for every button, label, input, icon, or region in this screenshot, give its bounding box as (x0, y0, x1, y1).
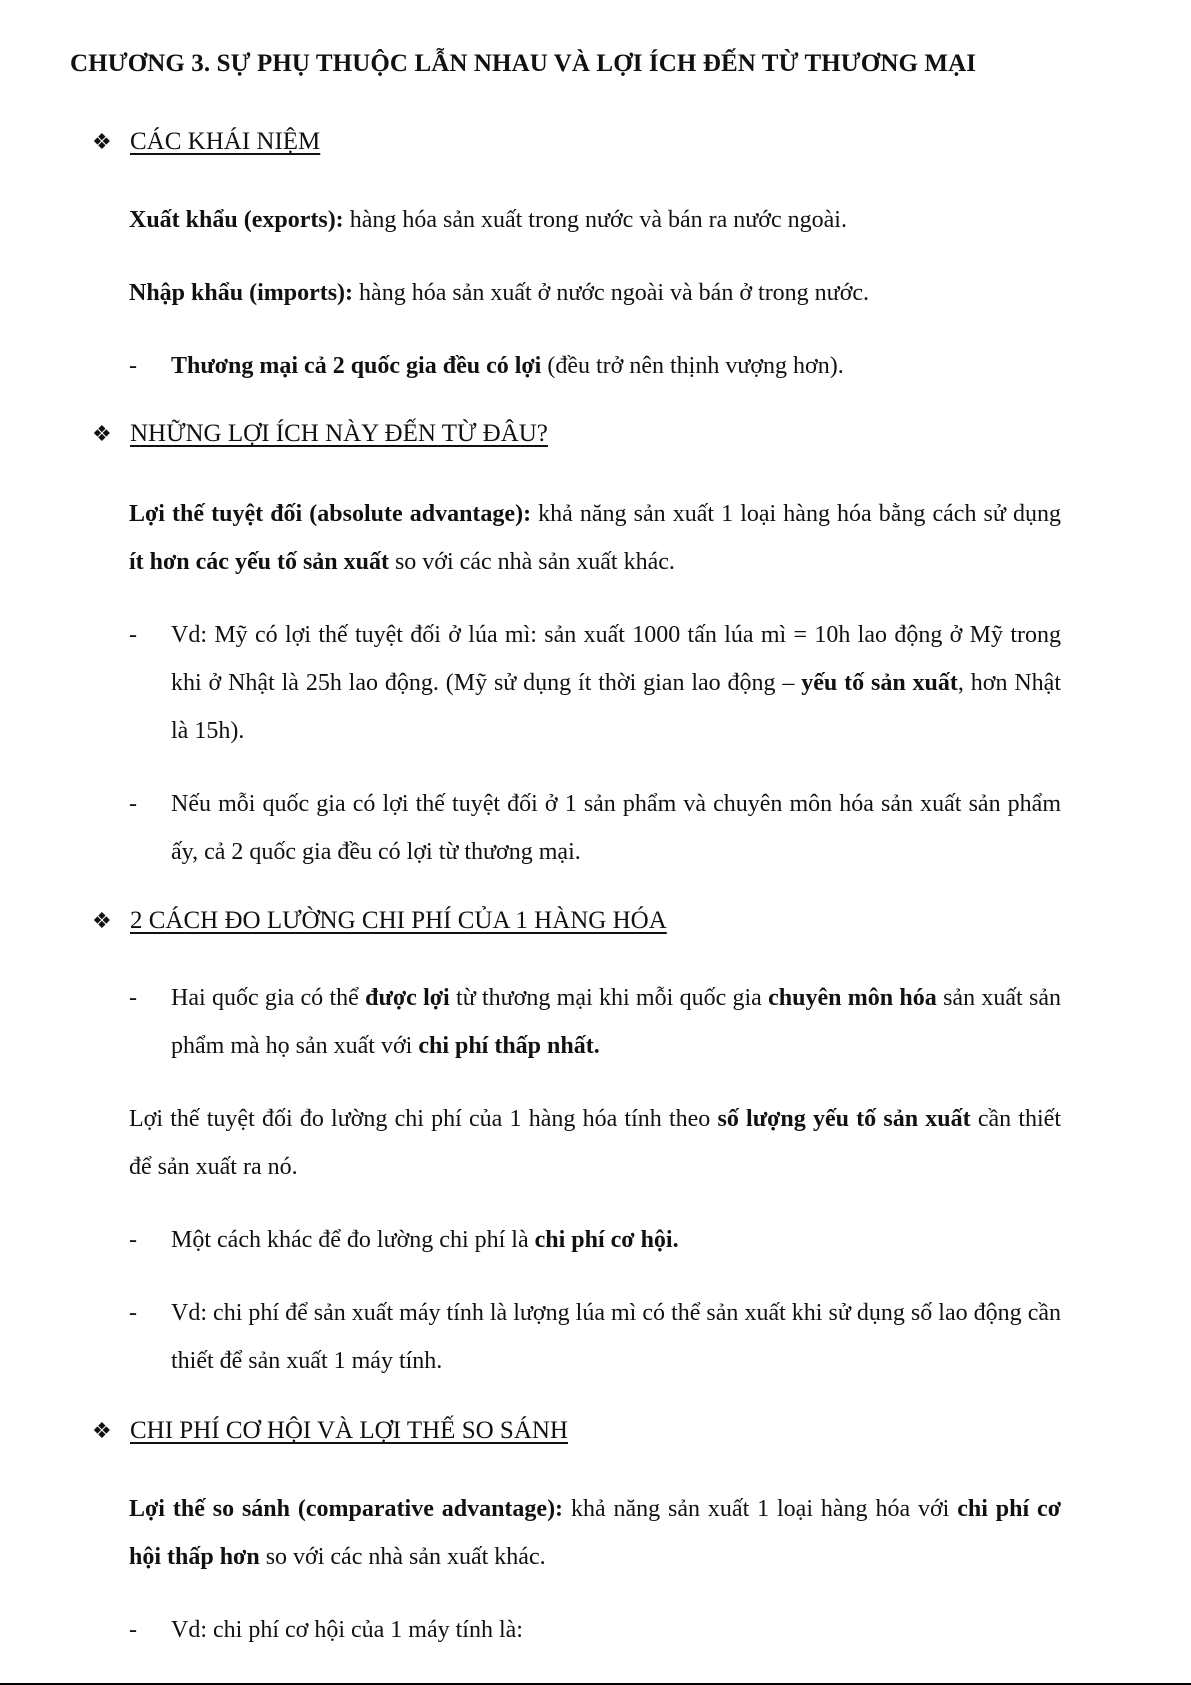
list-item: - Nếu mỗi quốc gia có lợi thế tuyệt đối ở 1 sản phẩm và chuyên môn hóa sản xuất sản phẩm ấy, cả 2 quốc gia đều có lợi từ thương mại. (129, 780, 1061, 876)
diamond-bullet-icon: ❖ (92, 908, 112, 933)
list-item: - Thương mại cả 2 quốc gia đều có lợi (đều trở nên thịnh vượng hơn). (129, 342, 1061, 390)
dash-bullet: - (129, 353, 137, 379)
imports-definition: Nhập khẩu (imports): hàng hóa sản xuất ở nước ngoài và bán ở trong nước. (129, 280, 870, 306)
list-item: - Vd: chi phí để sản xuất máy tính là lượng lúa mì có thể sản xuất khi sử dụng số lao động cần thiết để sản xuất 1 máy tính. (129, 1289, 1061, 1385)
section-heading-where-benefits: ❖ NHỮNG LỢI ÍCH NÀY ĐẾN TỪ ĐÂU? (92, 420, 548, 447)
list-item: - Một cách khác để đo lường chi phí là chi phí cơ hội. (129, 1216, 1061, 1264)
list-item: - Vd: chi phí cơ hội của 1 máy tính là: (129, 1606, 1061, 1654)
section-heading-opportunity-cost: ❖ CHI PHÍ CƠ HỘI VÀ LỢI THẾ SO SÁNH (92, 1417, 568, 1444)
list-item: - Vd: Mỹ có lợi thế tuyệt đối ở lúa mì: sản xuất 1000 tấn lúa mì = 10h lao động ở Mỹ trong khi ở Nhật là 25h lao động. (Mỹ sử dụng ít thời gian lao động – yếu tố sản xuất, hơn Nhật là 15h). (129, 611, 1061, 755)
diamond-bullet-icon: ❖ (92, 129, 112, 154)
dash-bullet: - (129, 622, 137, 648)
exports-definition: Xuất khẩu (exports): hàng hóa sản xuất trong nước và bán ra nước ngoài. (129, 207, 847, 233)
list-item: - Hai quốc gia có thể được lợi từ thương mại khi mỗi quốc gia chuyên môn hóa sản xuất sản phẩm mà họ sản xuất với chi phí thấp nhất. (129, 974, 1061, 1070)
dash-bullet: - (129, 1300, 137, 1326)
chapter-title: CHƯƠNG 3. SỰ PHỤ THUỘC LẪN NHAU VÀ LỢI ÍCH ĐẾN TỪ THƯƠNG MẠI (70, 50, 977, 77)
comparative-advantage-definition: Lợi thế so sánh (comparative advantage): khả năng sản xuất 1 loại hàng hóa với chi phí cơ hội thấp hơn so với các nhà sản xuất khác. (129, 1496, 1061, 1570)
section-heading-cost-measures: ❖ 2 CÁCH ĐO LƯỜNG CHI PHÍ CỦA 1 HÀNG HÓA (92, 907, 667, 934)
dash-bullet: - (129, 1617, 137, 1643)
diamond-bullet-icon: ❖ (92, 421, 112, 446)
section-heading-concepts: ❖ CÁC KHÁI NIỆM (92, 128, 321, 155)
dash-bullet: - (129, 1227, 137, 1253)
diamond-bullet-icon: ❖ (92, 1418, 112, 1443)
dash-bullet: - (129, 791, 137, 817)
dash-bullet: - (129, 985, 137, 1011)
absolute-advantage-definition: Lợi thế tuyệt đối (absolute advantage): khả năng sản xuất 1 loại hàng hóa bằng cách sử dụng ít hơn các yếu tố sản xuất so với các nhà sản xuất khác. (129, 501, 1061, 575)
absolute-advantage-cost-paragraph: Lợi thế tuyệt đối đo lường chi phí của 1 hàng hóa tính theo số lượng yếu tố sản xuất cần thiết để sản xuất ra nó. (129, 1106, 1061, 1180)
